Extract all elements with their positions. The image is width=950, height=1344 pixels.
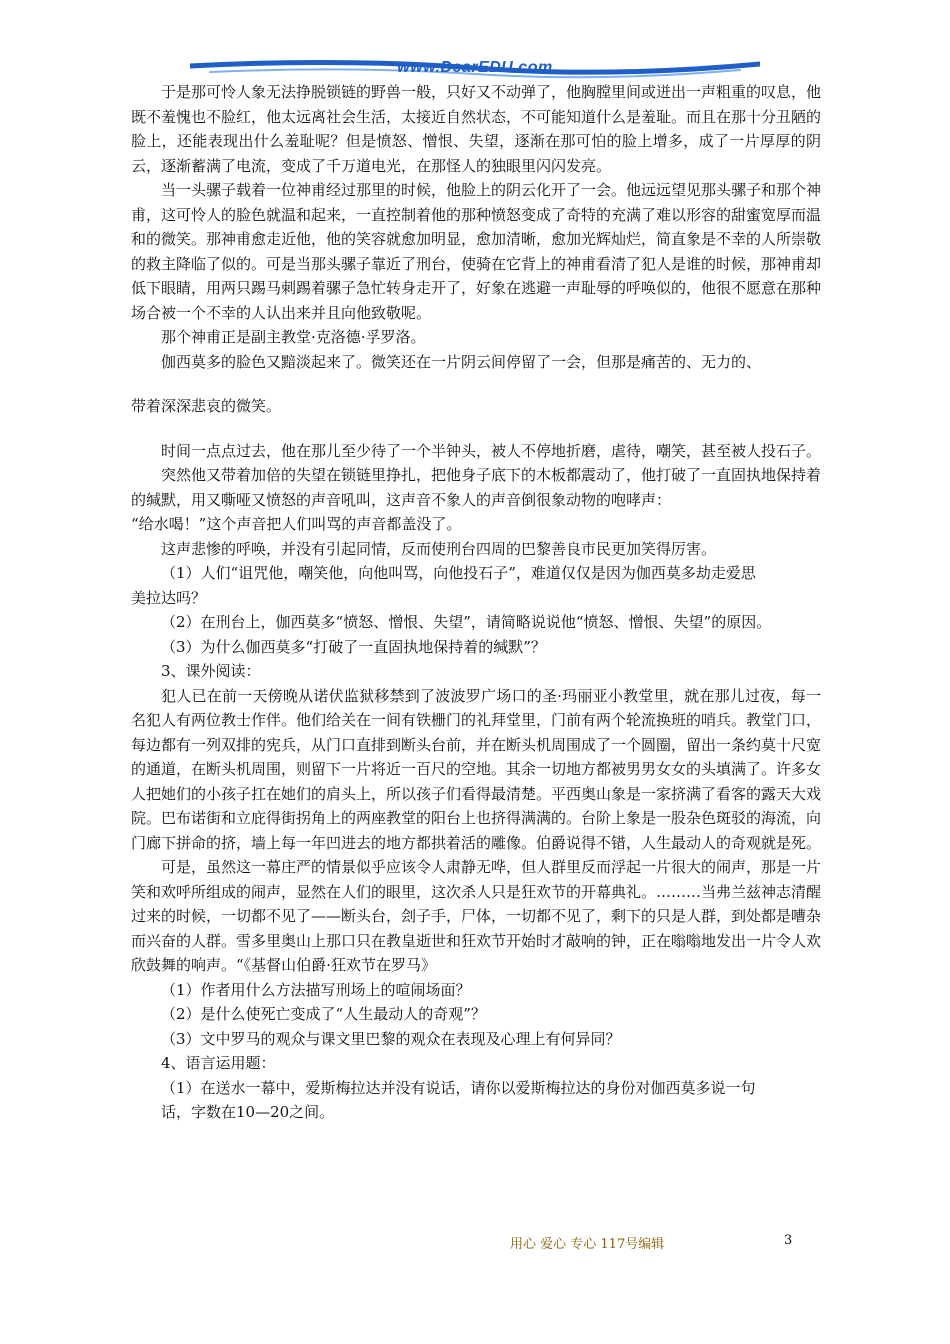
paragraph: 带着深深悲哀的微笑。 xyxy=(131,397,282,415)
document-body xyxy=(131,80,821,1125)
footer-slogan: 用心 爱心 专心 117号编辑 xyxy=(510,1237,665,1252)
question-item: （3）为什么伽西莫多“打破了一直固执地保持着的缄默”？ xyxy=(161,637,546,656)
question-item: （3）文中罗马的观众与课文里巴黎的观众在表现及心理上有何异同？ xyxy=(161,1029,621,1048)
paragraph: 突然他又带着加倍的失望在锁链里挣扎，把他身子底下的木板都震动了，他打破了一直固执地保持着的缄默，用又嘶哑又愤怒的声音吼叫，这声音不象人的声音倒很象动物的咆哮声： xyxy=(131,466,822,509)
question-item-continued: 美拉达吗？ xyxy=(131,588,207,607)
paragraph: 当一头骡子载着一位神甫经过那里的时候，他脸上的阴云化开了一会。他远远望见那头骡子和那个神甫，这可怜人的脸色就温和起来，一直控制着他的那种愤怒变成了奇特的充满了难以形容的甜蜜宽厚而温和的微笑。那神甫愈走近他，他的笑容就愈加明显，愈加清晰，愈加光辉灿烂，简直象是不幸的人所崇敬的救主降临了似的。可是当那头骡子靠近了刑台，使骑在它背上的神甫看清了犯人是谁的时候，那神甫却低下眼睛，用两只踢马刺踢着骡子急忙转身走开了，好象在逃避一声耻辱的呼唤似的，他很不愿意在那种场合被一个不幸的人认出来并且向他致敬呢。 xyxy=(131,181,822,322)
paragraph: 可是，虽然这一幕庄严的情景似乎应该令人肃静无哗，但人群里反而浮起一片很大的闹声，那是一片笑和欢呼所组成的闹声，显然在人们的眼里，这次杀人只是狂欢节的开幕典礼。………当弗兰兹神志清醒过来的时候，一切都不见了——断头台，刽子手，尸体，一切都不见了，剩下的只是人群，到处都是嘈杂而兴奋的人群。雪多里奥山上那口只在教皇逝世和狂欢节开始时才敲响的钟，正在嗡嗡地发出一片令人欢欣鼓舞的响声。“《基督山伯爵·狂欢节在罗马》 xyxy=(131,858,822,974)
section-heading: 4、语言运用题： xyxy=(161,1054,276,1072)
question-item: （2）在刑台上，伽西莫多“愤怒、憎恨、失望”，请简略说说他“愤怒、憎恨、失望”的原因。 xyxy=(161,613,772,631)
question-item: （1）作者用什么方法描写刑场上的喧闹场面？ xyxy=(161,980,471,999)
paragraph: 犯人已在前一天傍晚从诺伏监狱移禁到了波波罗广场口的圣·玛丽亚小教堂里，就在那儿过夜，每一名犯人有两位教士作伴。他们给关在一间有铁栅门的礼拜堂里，门前有两个轮流换班的哨兵。教堂门口，每边都有一列双排的宪兵，从门口直排到断头台前，并在断头机周围成了一个圆圈，留出一条约莫十尺宽的通道，在断头机周围，则留下一片将近一百尺的空地。其余一切地方都被男男女女的头填满了。许多女人把她们的小孩子扛在她们的肩头上，所以孩子们看得最清楚。平西奥山象是一家挤满了看客的露天大戏院。巴布诺街和立庇得街拐角上的两座教堂的阳台上也挤得满满的。台阶上象是一股杂色斑驳的海流，向门廊下拼命的挤，墙上每一年凹进去的地方都拱着活的雕像。伯爵说得不错，人生最动人的奇观就是死。 xyxy=(131,686,822,852)
paragraph: 那个神甫正是副主教堂·克洛德·孚罗洛。 xyxy=(161,328,426,346)
question-item: （1）人们“诅咒他，嘲笑他，向他叫骂，向他投石子”，难道仅仅是因为伽西莫多劫走爱思 xyxy=(161,564,756,582)
question-item-continued: 话，字数在10—20之间。 xyxy=(161,1103,335,1121)
paragraph: 伽西莫多的脸色又黯淡起来了。微笑还在一片阴云间停留了一会，但那是痛苦的、无力的、 xyxy=(161,352,762,371)
question-item: （1）在送水一幕中，爱斯梅拉达并没有说话，请你以爱斯梅拉达的身份对伽西莫多说一句 xyxy=(161,1078,756,1097)
section-heading: 3、课外阅读： xyxy=(161,662,261,680)
page-number: 3 xyxy=(784,1233,793,1248)
paragraph: 时间一点点过去，他在那儿至少待了一个半钟头，被人不停地折磨，虐待，嘲笑，甚至被人投石子。 xyxy=(161,441,822,460)
paragraph: “给水喝！”这个声音把人们叫骂的声音都盖没了。 xyxy=(131,515,462,533)
paragraph: 于是那可怜人象无法挣脱锁链的野兽一般，只好又不动弹了，他胸膛里间或迸出一声粗重的叹息，他既不羞愧也不脸红，他太远离社会生活，太接近自然状态，不可能知道什么是羞耻。而且在那十分丑陋的脸上，还能表现出什么羞耻呢？但是愤怒、憎恨、失望，逐渐在那可怕的脸上增多，成了一片厚厚的阴云，逐渐蓄满了电流，变成了千万道电光，在那怪人的独眼里闪闪发亮。 xyxy=(131,83,822,175)
paragraph: 这声悲惨的呼唤，并没有引起同情，反而使刑台四周的巴黎善良市民更加笑得厉害。 xyxy=(161,539,717,558)
site-url[interactable]: www.DearEDU.com xyxy=(397,59,553,76)
question-item: （2）是什么使死亡变成了“人生最动人的奇观”？ xyxy=(161,1005,486,1023)
